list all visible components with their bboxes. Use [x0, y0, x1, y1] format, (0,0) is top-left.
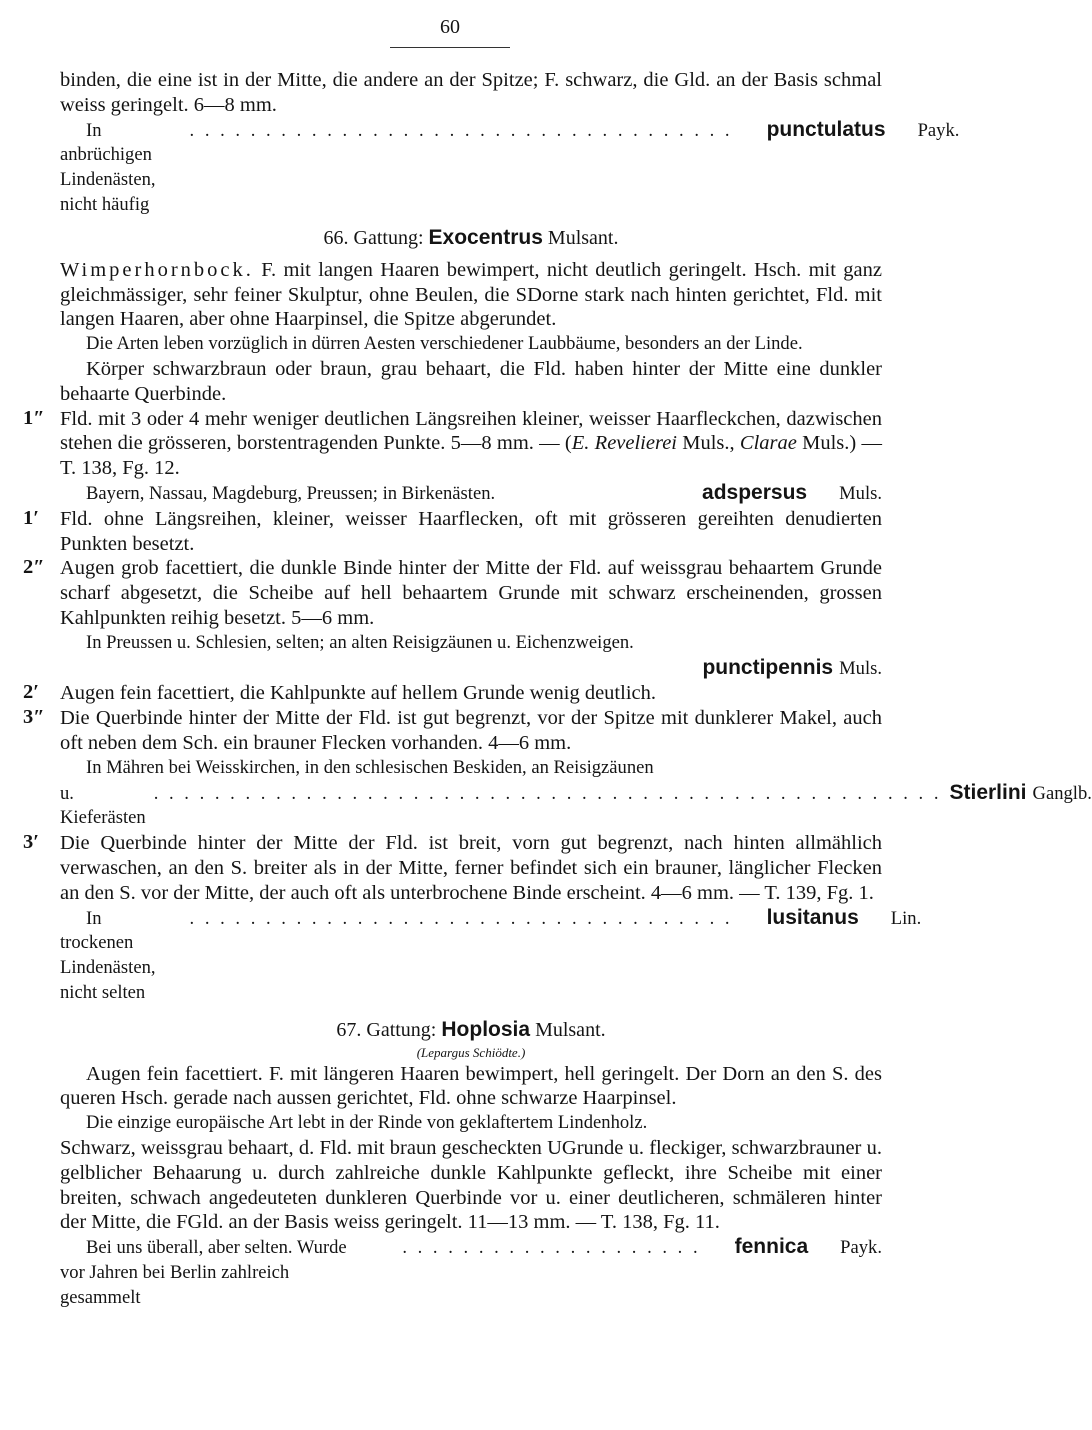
species-line-fennica [60, 1235, 882, 1310]
key-number: 1″ [23, 406, 45, 429]
genus-number: 67. Gattung: [336, 1018, 437, 1041]
key-text: Fld. ohne Längsreihen, kleiner, weisser Haarflecken, oft mit grösseren gereihten denudierten Punkten besetzt. [60, 507, 882, 555]
key-text: Augen fein facettiert, die Kahlpunkte auf hellem Grunde wenig deutlich. [60, 682, 656, 705]
species-name: lusitanus [766, 905, 859, 929]
key-entry-3a [23, 706, 882, 756]
key-entry-3b [23, 831, 882, 905]
genus-heading-67 [60, 1016, 882, 1044]
genus-author: Mulsant. [535, 1018, 606, 1041]
key-entry-2a [23, 556, 882, 630]
species-author: Payk. [840, 1237, 882, 1259]
genus-name: Hoplosia [441, 1017, 531, 1041]
key-number: 1′ [23, 506, 40, 529]
species-author: Payk. [917, 119, 960, 141]
species-locality-stierlini: In Mähren bei Weisskirchen, in den schlesischen Beskiden, an Reisigzäunen [86, 756, 654, 778]
species-locality: In trockenen Lindenästen, nicht selten [60, 907, 156, 1003]
genus-number: 66. Gattung: [323, 226, 424, 249]
genus-description-67: Augen fein facettiert. F. mit längeren Haaren bewimpert, hell geringelt. Der Dorn an den S. des queren Hsch. gerade nach aussen gerichtet, Fld. ohne schwarze Haarpinsel. [60, 1062, 882, 1110]
species-author: Lin. [890, 907, 922, 929]
key-number: 3″ [23, 706, 45, 729]
species-name: punctulatus [766, 117, 886, 141]
key-entry-2b [23, 681, 882, 706]
genus-description-66 [60, 258, 882, 332]
leader-dots: . . . . . . . . . . . . . . . . . . . . . . . . . . . . . . . . . . . . . . . . . . . . . . . . . . . . [153, 782, 942, 804]
key-text: Die Querbinde hinter der Mitte der Fld. ist breit, vorn gut begrenzt, nach hinten allmählich verwaschen, an den S. breiter als in der Mitte, ferner befindet sich ein brauner, länglicher Flecken an den S. vor der Mitte, der auch oft als unterbrochene Binde erscheint. 4—6 mm. — T. 139, Fg. 1. [60, 832, 882, 904]
body-description-66: Körper schwarzbraun oder braun, grau behaart, die Fld. haben hinter der Mitte eine dunkler behaarte Querbinde. [60, 357, 882, 405]
key-number: 2″ [23, 556, 45, 579]
key-text: Die Querbinde hinter der Mitte der Fld. ist gut begrenzt, vor der Spitze mit dunklerer Makel, auch oft neben dem Sch. ein brauner Flecken vorhanden. 4—6 mm. [60, 707, 882, 754]
continuation-paragraph: binden, die eine ist in der Mitte, die andere an der Spitze; F. schwarz, die Gld. an der Basis schmal weiss geringelt. 6—8 mm. [60, 69, 882, 116]
species-line-adspersus [60, 481, 882, 507]
key-text-mid: Muls., [677, 432, 740, 455]
key-number: 3′ [23, 831, 40, 854]
common-name: Wimperhornbock. [60, 258, 254, 281]
page-body [23, 68, 1092, 1311]
species-locality: In anbrüchigen Lindenästen, nicht häufig [60, 119, 156, 215]
species-name: fennica [734, 1235, 809, 1259]
key-text: Augen grob facettiert, die dunkle Binde hinter der Mitte der Fld. auf weissgrau behaartem Grunde scharf abgesetzt, die Scheibe auf hell behaartem Grunde mit schwarz erscheinenden, grossen Kahlpunkten reihig besetzt. 5—6 mm. [60, 557, 882, 629]
genus-author: Mulsant. [547, 226, 619, 249]
habitat-note-67: Die einzige europäische Art lebt in der Rinde von geklaftertem Lindenholz. [86, 1112, 648, 1134]
page-number: 60 [440, 16, 460, 38]
species-description-fennica: Schwarz, weissgrau behaart, d. Fld. mit braun gescheckten UGrunde u. fleckiger, schwarzbrauner u. gelblicher Behaarung u. durch zahlreiche dunkle Kahlpunkte gefleckt, ihre Scheibe mit einer breiten, schwach angedeuteten dunkleren Querbinde vor u. einer deutlicheren, schmäleren hinter der Mitte, die FGld. an der Basis weiss geringelt. 11—13 mm. — T. 138, Fg. 11. [60, 1137, 882, 1234]
species-author: Muls. [839, 482, 882, 504]
species-author: Ganglb. [1032, 782, 1092, 804]
species-locality-cont: u. Kieferästen [60, 782, 146, 829]
synonym: Clarae [739, 432, 797, 455]
habitat-note-66: Die Arten leben vorzüglich in dürren Aesten verschiedener Laubbäume, besonders an der Linde. [86, 333, 803, 355]
genus-description-text: F. mit langen Haaren bewimpert, nicht deutlich geringelt. Hsch. mit ganz gleichmässiger, sehr feiner Skulptur, ohne Beulen, die SDorne stark nach hinten gerichtet, Fld. mit langen Haaren, aber ohne Haarpinsel, die Spitze abgerundet. [60, 258, 882, 331]
genus-synonym: (Lepargus Schiödte.) [416, 1044, 526, 1060]
key-text: Fld. mit 3 oder 4 mehr weniger deutlichen Längsreihen kleiner, weisser Haarfleckchen, dazwischen stehen die grösseren, borstentragenden Punkte. 5—8 mm. — ( [60, 407, 882, 455]
species-locality-punctipennis: In Preussen u. Schlesien, selten; an alten Reisigzäunen u. Eichenzweigen. [86, 631, 634, 653]
species-line-stierlini [60, 780, 1092, 832]
species-locality: Bei uns überall, aber selten. Wurde vor Jahren bei Berlin zahlreich gesammelt [60, 1237, 347, 1308]
key-number: 2′ [23, 681, 40, 704]
key-entry-1a [23, 406, 882, 481]
genus-heading-66 [60, 224, 882, 252]
leader-dots: . . . . . . . . . . . . . . . . . . . . . . . . . . . . . . . . . . . . [189, 119, 733, 141]
species-locality: Bayern, Nassau, Magdeburg, Preussen; in Birkenästen. [86, 482, 496, 504]
species-author: Muls. [839, 657, 882, 679]
species-line-lusitanus [60, 905, 922, 1006]
leader-dots: . . . . . . . . . . . . . . . . . . . . [402, 1237, 701, 1259]
synonym: E. Revelierei [571, 432, 677, 455]
species-name: punctipennis [702, 655, 834, 679]
key-entry-1b [23, 506, 882, 557]
leader-dots: . . . . . . . . . . . . . . . . . . . . . . . . . . . . . . . . . . . . [189, 907, 733, 929]
species-name: Stierlini [949, 780, 1027, 804]
key-text-post: Muls.) — T. 138, Fg. 12. [60, 432, 882, 480]
species-name: adspersus [702, 480, 808, 504]
species-line-punctulatus [60, 117, 960, 218]
species-line-punctipennis [60, 656, 882, 682]
genus-name: Exocentrus [428, 225, 543, 249]
page-rule [390, 47, 510, 48]
